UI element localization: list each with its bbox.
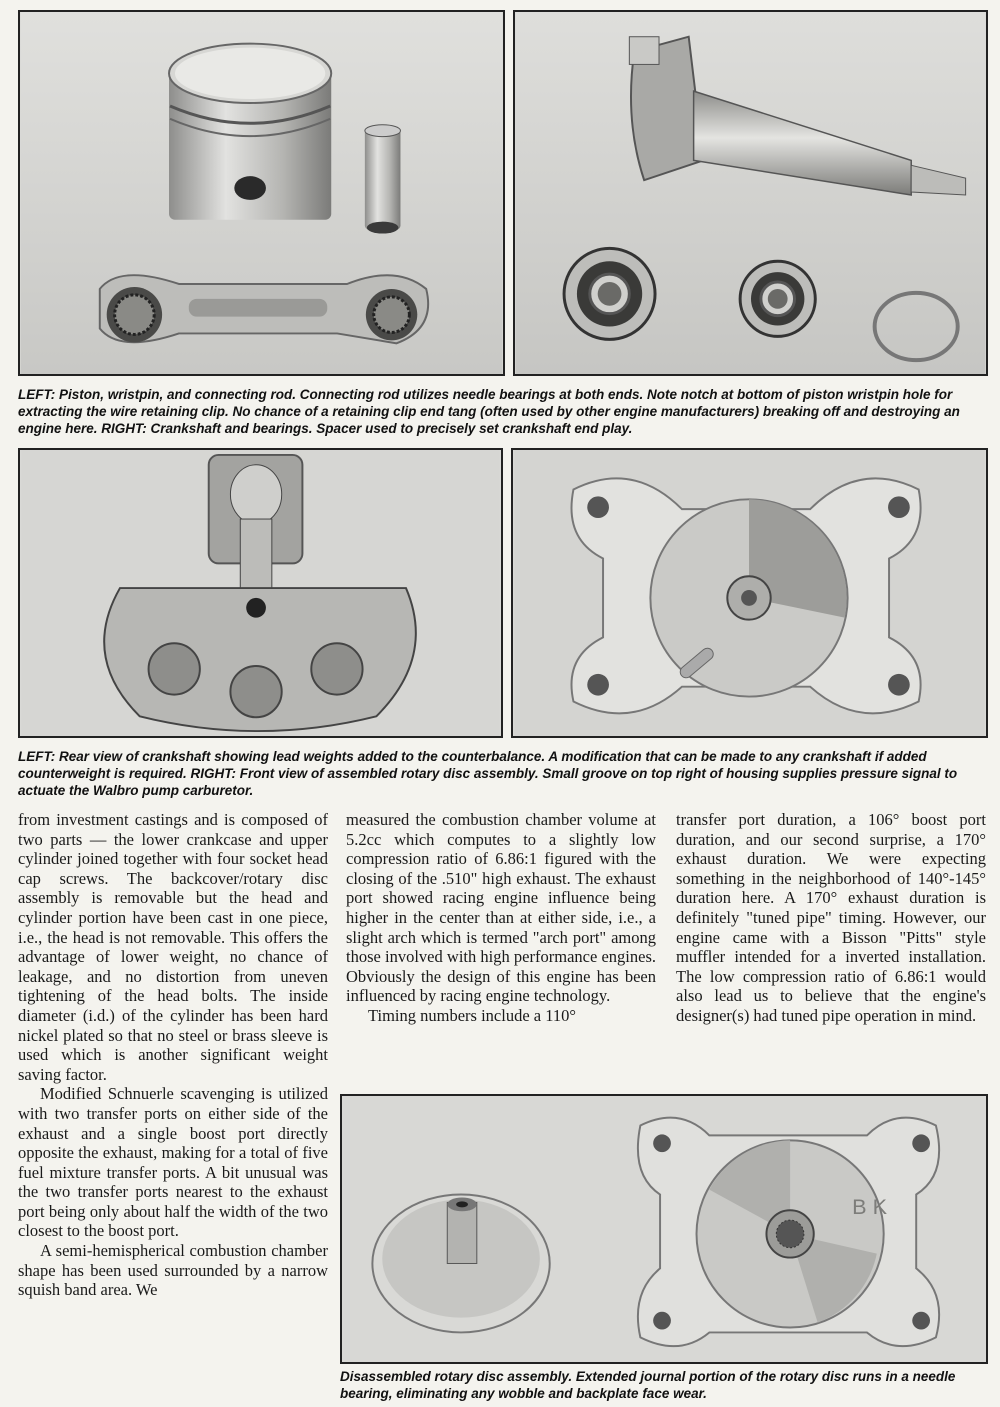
- caption-bottom: Disassembled rotary disc assembly. Extended journal portion of the rotary disc runs in a needle bearing, eliminating any wobble and backplate face wear.: [340, 1369, 956, 1401]
- rotary-disc-front-illustration: [513, 450, 986, 736]
- photo-crankshaft-bearings: [513, 10, 988, 376]
- counterweight-illustration: [20, 450, 501, 736]
- text-column-3: [676, 810, 986, 1026]
- col2-paragraph-1: measured the combustion chamber volume at 5.2cc which computes to a slightly low compression ratio of 6.86:1 figured with the closing of the .510" high exhaust. The exhaust port showed racing engine influence being higher in the center than at either side, i.e., a slight arch which is termed "arch port" among those involved with high performance engines. Obviously the design of this engine has been influenced by racing engine technology.: [346, 810, 656, 1006]
- piston-rod-illustration: [20, 12, 503, 374]
- text-column-1: [18, 810, 328, 1300]
- text-column-2: [346, 810, 656, 1026]
- photo-rotary-disc-assembled: [511, 448, 988, 738]
- rotary-disc-parts-illustration: [342, 1096, 986, 1362]
- photo-crankshaft-rear-view: [18, 448, 503, 738]
- col2-paragraph-2: Timing numbers include a 110°: [368, 1005, 576, 1025]
- col1-paragraph-2: Modified Schnuerle scavenging is utilized with two transfer ports on either side of the exhaust and a single boost port directly opposite the exhaust, making for a total of five fuel mixture transfer ports. A bit unusual was the two transfer ports nearest to the exhaust port being only about half the width of the two closest to the boost port.: [18, 1084, 328, 1241]
- housing-casting-marks: B K: [852, 1194, 888, 1220]
- caption-middle: LEFT: Rear view of crankshaft showing lead weights added to the counterbalance. A modification that can be made to any crankshaft if added counterweight is required. RIGHT: Front view of assembled rotary disc assembly. Small groove on top right of housing supplies pressure signal to actuate the Walbro pump carburetor.: [18, 749, 958, 798]
- caption-top: LEFT: Piston, wristpin, and connecting rod. Connecting rod utilizes needle bearings at both ends. Note notch at bottom of piston wristpin hole for extracting the wire retaining clip. No chance of a retaining clip end tang (often used by other engine manufacturers) breaking off and destroying an engine here. RIGHT: Crankshaft and bearings. Spacer used to precisely set crankshaft end play.: [18, 387, 960, 436]
- photo-piston-wristpin-rod: [18, 10, 505, 376]
- photo-rotary-disc-disassembled: [340, 1094, 988, 1364]
- col3-paragraph-1: transfer port duration, a 106° boost port duration, and our second surprise, a 170° exhaust duration. We were expecting something in the neighborhood of 140°-145° duration here. A 170° exhaust duration is definitely "tuned pipe" timing. However, our engine came with a Bisson "Pitts" style muffler intended for a inverted installation. The low compression ratio of 6.86:1 would also lead us to believe that the engine's designer(s) had tuned pipe operation in mind.: [676, 810, 986, 1025]
- col1-paragraph-3: A semi-hemispherical combustion chamber shape has been used surrounded by a narrow squish band area. We: [18, 1241, 328, 1300]
- crankshaft-illustration: [515, 12, 986, 374]
- col1-paragraph-1: from investment castings and is composed of two parts — the lower crankcase and upper cylinder joined together with four socket head cap screws. The backcover/rotary disc assembly is removable but the head and cylinder portion have been cast in one piece, i.e., the head is not removable. This offers the advantage of lower weight, no chance of leakage, and no distortion from uneven tightening of the head bolts. The inside diameter (i.d.) of the cylinder has been hard nickel plated so that no steel or brass sleeve is used which is another significant weight saving factor.: [18, 810, 328, 1084]
